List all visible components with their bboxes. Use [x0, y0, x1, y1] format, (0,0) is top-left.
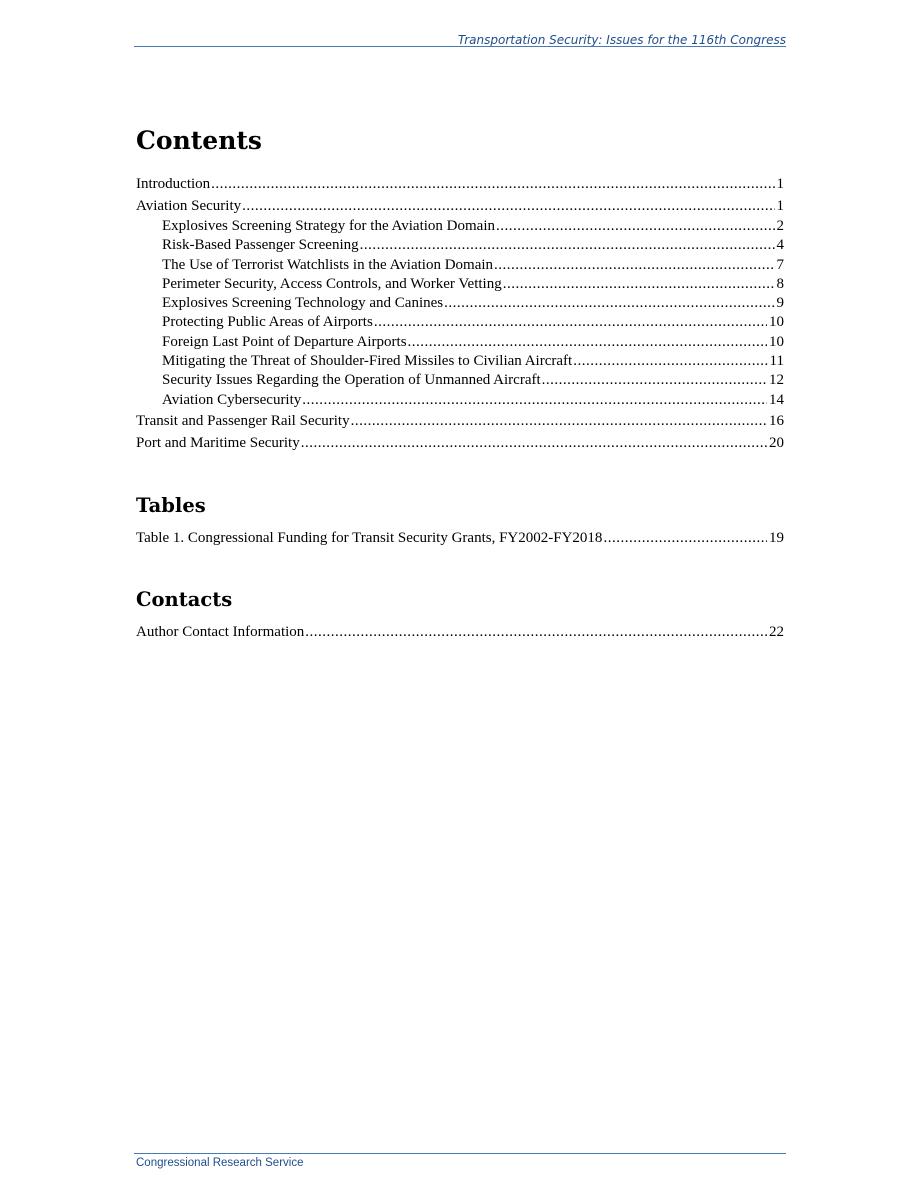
- toc-entry-label: Risk-Based Passenger Screening: [162, 237, 359, 254]
- toc-page-number: 20: [769, 434, 784, 451]
- toc-page-number: 19: [769, 530, 784, 546]
- running-footer: Congressional Research Service: [136, 1157, 304, 1169]
- dot-leader: [242, 195, 774, 217]
- list-of-contacts: [136, 621, 784, 643]
- dot-leader: [351, 410, 767, 432]
- toc-entry-label: Protecting Public Areas of Airports: [162, 314, 373, 331]
- footer-rule: [134, 1153, 786, 1154]
- contacts-heading: Contacts: [136, 588, 233, 611]
- toc-entry-transit-rail-security[interactable]: [136, 410, 784, 432]
- toc-page-number: 22: [769, 624, 784, 640]
- toc-entry-aviation-cybersecurity[interactable]: [136, 391, 784, 410]
- toc-page-number: 1: [776, 176, 784, 192]
- toc-page-number: 4: [776, 237, 784, 254]
- dot-leader: [305, 621, 767, 643]
- toc-page-number: 12: [769, 372, 784, 389]
- dot-leader: [444, 294, 774, 313]
- toc-page-number: 1: [776, 198, 784, 214]
- header-rule: [134, 46, 786, 47]
- dot-leader: [503, 275, 775, 294]
- dot-leader: [301, 432, 767, 454]
- tables-heading: Tables: [136, 494, 206, 517]
- toc-entry-aviation-security[interactable]: [136, 195, 784, 217]
- running-header: Transportation Security: Issues for the 116th Congress: [457, 33, 786, 47]
- toc-entry-label: Port and Maritime Security: [136, 434, 300, 451]
- toc-entry-label: Explosives Screening Technology and Canines: [162, 295, 444, 312]
- toc-page-number: 8: [776, 275, 784, 292]
- toc-entry-label: Aviation Cybersecurity: [162, 391, 302, 408]
- toc-page-number: 2: [776, 218, 784, 234]
- toc-entry-label: Security Issues Regarding the Operation of Unmanned Aircraft: [162, 372, 541, 389]
- toc-entry-screening-technology-canines[interactable]: [136, 294, 784, 313]
- dot-leader: [573, 352, 767, 371]
- toc-entry-label: Aviation Security: [136, 198, 242, 214]
- toc-page-number: 9: [776, 295, 784, 312]
- toc-page-number: 11: [769, 353, 784, 370]
- list-of-tables: [136, 527, 784, 549]
- toc-entry-terrorist-watchlists[interactable]: [136, 256, 784, 275]
- toc-entry-label: Mitigating the Threat of Shoulder-Fired Missiles to Civilian Aircraft: [162, 353, 573, 370]
- dot-leader: [302, 391, 767, 410]
- toc-entry-label: Foreign Last Point of Departure Airports: [162, 333, 407, 350]
- toc-page-number: 14: [769, 391, 784, 408]
- toc-entry-shoulder-fired-missiles[interactable]: [136, 352, 784, 371]
- dot-leader: [603, 527, 767, 549]
- contents-heading: Contents: [136, 126, 263, 155]
- toc-page-number: 16: [769, 412, 784, 429]
- toc-entry-label: Author Contact Information: [136, 624, 305, 640]
- table-of-contents: [136, 173, 784, 454]
- dot-leader: [374, 313, 767, 332]
- toc-page-number: 10: [769, 314, 784, 331]
- toc-entry-label: Transit and Passenger Rail Security: [136, 412, 350, 429]
- toc-page-number: 7: [776, 256, 784, 273]
- toc-entry-perimeter-security[interactable]: [136, 275, 784, 294]
- toc-entry-risk-based-screening[interactable]: [136, 236, 784, 255]
- toc-entry-introduction[interactable]: [136, 173, 784, 195]
- toc-entry-port-maritime-security[interactable]: [136, 432, 784, 454]
- dot-leader: [496, 217, 775, 236]
- toc-entry-explosives-screening-strategy[interactable]: [136, 217, 784, 236]
- dot-leader: [408, 333, 767, 352]
- toc-entry-author-contact[interactable]: [136, 621, 784, 643]
- toc-entry-label: Perimeter Security, Access Controls, and Worker Vetting: [162, 275, 502, 292]
- toc-entry-label: Explosives Screening Strategy for the Aviation Domain: [162, 218, 495, 234]
- toc-entry-label: Introduction: [136, 176, 211, 192]
- toc-entry-last-point-of-departure[interactable]: [136, 333, 784, 352]
- dot-leader: [542, 371, 767, 390]
- toc-entry-public-areas-airports[interactable]: [136, 313, 784, 332]
- toc-entry-label: Table 1. Congressional Funding for Transit Security Grants, FY2002-FY2018: [136, 530, 603, 546]
- dot-leader: [360, 236, 775, 255]
- dot-leader: [211, 173, 774, 195]
- toc-page-number: 10: [769, 333, 784, 350]
- toc-entry-unmanned-aircraft[interactable]: [136, 371, 784, 390]
- dot-leader: [494, 256, 774, 275]
- toc-entry-label: The Use of Terrorist Watchlists in the Aviation Domain: [162, 256, 494, 273]
- toc-entry-table-1[interactable]: [136, 527, 784, 549]
